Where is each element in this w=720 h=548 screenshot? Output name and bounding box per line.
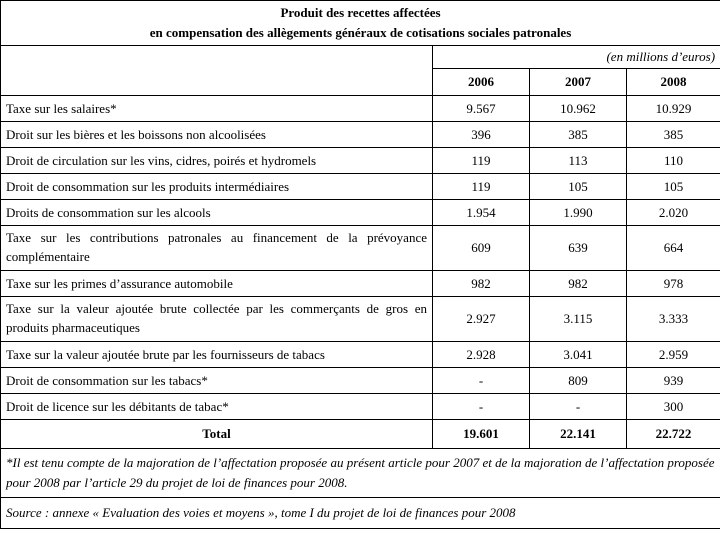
year-header-2007: 2007 — [530, 69, 627, 96]
table-row — [1, 297, 720, 342]
total-value: 22.722 — [627, 420, 720, 449]
table-row — [1, 368, 720, 394]
row-value: 3.041 — [530, 342, 627, 368]
row-value: 664 — [627, 226, 720, 271]
row-value: 3.115 — [530, 297, 627, 342]
row-value: 639 — [530, 226, 627, 271]
page-title-line1: Produit des recettes affectées — [280, 4, 441, 20]
row-value: 982 — [433, 271, 530, 297]
row-value: 110 — [627, 148, 720, 174]
row-value: 300 — [627, 394, 720, 420]
unit-row — [1, 46, 720, 69]
title-row — [1, 1, 720, 46]
table-row — [1, 148, 720, 174]
row-value: 396 — [433, 122, 530, 148]
row-value: 3.333 — [627, 297, 720, 342]
row-value: 385 — [627, 122, 720, 148]
table-row — [1, 226, 720, 271]
row-label: Taxe sur la valeur ajoutée brute collectée par les commerçants de gros en produits pharmaceutiques — [1, 297, 433, 342]
table-row — [1, 271, 720, 297]
table-row — [1, 342, 720, 368]
page-title — [1, 1, 720, 46]
total-value: 19.601 — [433, 420, 530, 449]
row-value: 10.962 — [530, 96, 627, 122]
year-header-2008: 2008 — [627, 69, 720, 96]
row-value: 113 — [530, 148, 627, 174]
footnote-row — [1, 449, 720, 498]
row-value: 1.990 — [530, 200, 627, 226]
page-title-line2: en compensation des allègements généraux de cotisations sociales patronales — [149, 25, 572, 40]
source-note: Source : annexe « Evaluation des voies et moyens », tome I du projet de loi de finances pour 2008 — [1, 498, 720, 529]
row-value: 809 — [530, 368, 627, 394]
corner-empty-cell — [1, 46, 433, 96]
row-label: Droit de licence sur les débitants de tabac* — [1, 394, 433, 420]
row-value: - — [433, 394, 530, 420]
unit-note: (en millions d’euros) — [433, 46, 720, 69]
row-value: 385 — [530, 122, 627, 148]
row-value: 2.020 — [627, 200, 720, 226]
row-label: Droit sur les bières et les boissons non alcoolisées — [1, 122, 433, 148]
source-row — [1, 498, 720, 529]
row-label: Droit de consommation sur les tabacs* — [1, 368, 433, 394]
row-value: 119 — [433, 174, 530, 200]
row-value: 2.927 — [433, 297, 530, 342]
row-value: 982 — [530, 271, 627, 297]
row-value: 2.928 — [433, 342, 530, 368]
row-value: 9.567 — [433, 96, 530, 122]
footnote: *Il est tenu compte de la majoration de l’affectation proposée au présent article pour 2007 et de la majoration de l’affectation proposée pour 2008 par l’article 29 du projet de loi de finances pour 2008. — [1, 449, 720, 498]
total-value: 22.141 — [530, 420, 627, 449]
row-label: Droit de circulation sur les vins, cidres, poirés et hydromels — [1, 148, 433, 174]
row-label: Droit de consommation sur les produits intermédiaires — [1, 174, 433, 200]
row-value: 1.954 — [433, 200, 530, 226]
row-label: Droits de consommation sur les alcools — [1, 200, 433, 226]
row-value: 119 — [433, 148, 530, 174]
row-value: 2.959 — [627, 342, 720, 368]
row-value: 609 — [433, 226, 530, 271]
row-value: - — [433, 368, 530, 394]
row-label: Taxe sur les salaires* — [1, 96, 433, 122]
row-label: Taxe sur les contributions patronales au financement de la prévoyance complémentaire — [1, 226, 433, 271]
row-value: 105 — [530, 174, 627, 200]
row-value: 978 — [627, 271, 720, 297]
table-row — [1, 394, 720, 420]
total-label: Total — [1, 420, 433, 449]
table-row — [1, 200, 720, 226]
table-row — [1, 174, 720, 200]
row-label: Taxe sur la valeur ajoutée brute par les fournisseurs de tabacs — [1, 342, 433, 368]
total-row — [1, 420, 720, 449]
row-value: 939 — [627, 368, 720, 394]
row-value: 105 — [627, 174, 720, 200]
row-value: 10.929 — [627, 96, 720, 122]
table-row — [1, 122, 720, 148]
year-header-2006: 2006 — [433, 69, 530, 96]
row-label: Taxe sur les primes d’assurance automobile — [1, 271, 433, 297]
table-row — [1, 96, 720, 122]
row-value: - — [530, 394, 627, 420]
